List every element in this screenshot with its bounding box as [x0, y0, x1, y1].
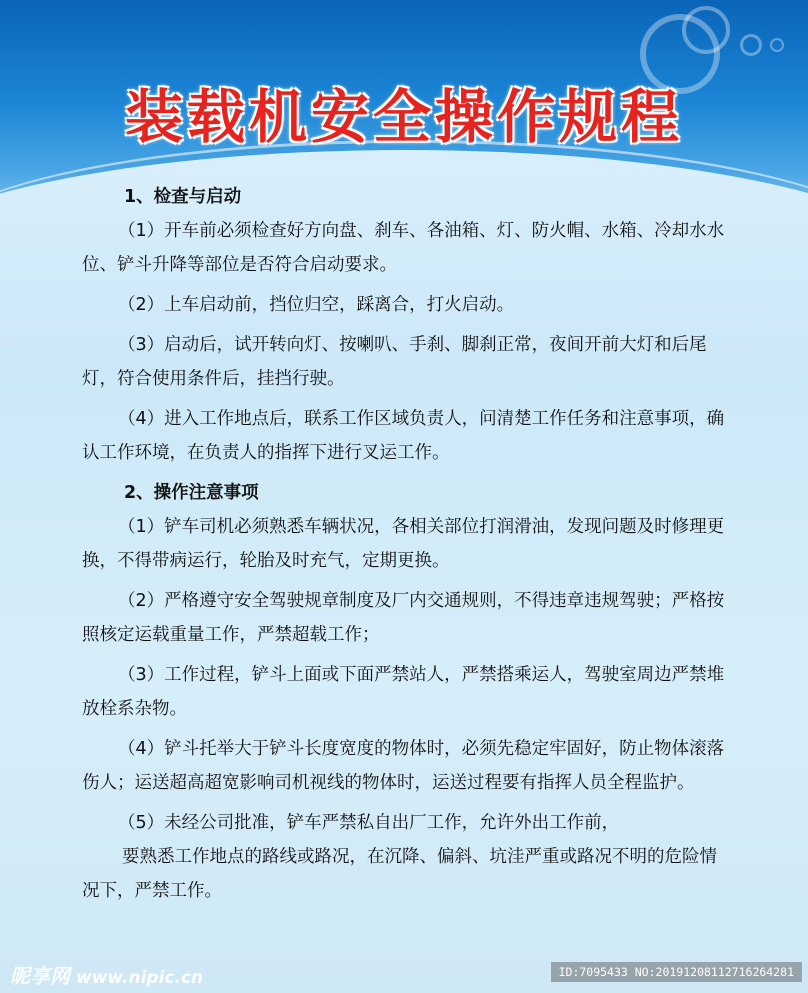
section-heading-1: 1、检查与启动	[124, 187, 242, 207]
decor-ring-medium	[682, 6, 730, 54]
decor-ring-tiny	[770, 38, 784, 52]
section-2-item-4: （4）铲斗托举大于铲斗长度宽度的物体时，必须先稳定牢固好，防止物体滚落伤人；运送超高超宽影响司机视线的物体时，运送过程要有指挥人员全程监护。	[82, 739, 725, 793]
document-body	[82, 180, 732, 908]
section-1-item-4: （4）进入工作地点后，联系工作区域负责人，问清楚工作任务和注意事项，确认工作环境，在负责人的指挥下进行叉运工作。	[82, 409, 725, 463]
decor-ring-small	[740, 34, 762, 56]
section-heading-2: 2、操作注意事项	[124, 483, 259, 503]
section-2-item-1: （1）铲车司机必须熟悉车辆状况，各相关部位打润滑油，发现问题及时修理更换，不得带病运行，轮胎及时充气，定期更换。	[82, 517, 725, 571]
section-1-item-2: （2）上车启动前，挡位归空，踩离合，打火启动。	[118, 295, 515, 315]
section-2-item-5-continuation: 要熟悉工作地点的路线或路况，在沉降、偏斜、坑洼严重或路况不明的危险情况下，严禁工作。	[82, 847, 717, 901]
watermark-id: ID:7095433 NO:20191208112716264281	[551, 962, 802, 982]
page-title: 装载机安全操作规程	[124, 83, 683, 151]
section-1-item-1: （1）开车前必须检查好方向盘、刹车、各油箱、灯、防火帽、水箱、冷却水水位、铲斗升降等部位是否符合启动要求。	[82, 221, 725, 275]
section-1-item-3: （3）启动后，试开转向灯、按喇叭、手刹、脚刹正常，夜间开前大灯和后尾灯，符合使用条件后，挂挡行驶。	[82, 335, 707, 389]
watermark-brand	[10, 960, 203, 989]
watermark-url: www.nipic.cn	[76, 968, 204, 988]
watermark-brand-name: 昵享网	[10, 964, 70, 988]
section-2-item-2: （2）严格遵守安全驾驶规章制度及厂内交通规则，不得违章违规驾驶；严格按照核定运载重量工作，严禁超载工作；	[82, 591, 725, 645]
section-2-item-5: （5）未经公司批准，铲车严禁私自出厂工作，允许外出工作前，	[118, 813, 620, 833]
section-2-item-3: （3）工作过程，铲斗上面或下面严禁站人，严禁搭乘运人，驾驶室周边严禁堆放栓系杂物。	[82, 665, 725, 719]
